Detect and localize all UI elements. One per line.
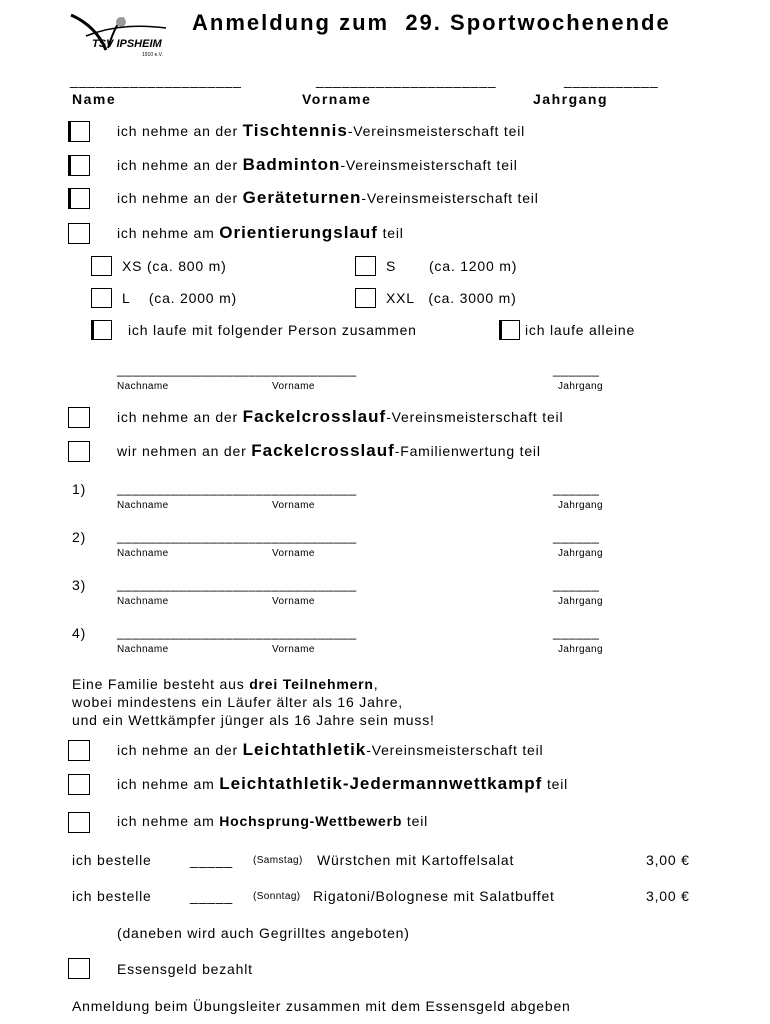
checkbox-essensgeld[interactable] [68, 958, 90, 979]
family-member-vorname-label: Vorname [272, 500, 315, 511]
family-member-number: 3) [72, 577, 87, 593]
family-note-line3: und ein Wettkämpfer jünger als 16 Jahre sein muss! [72, 712, 435, 728]
fackel-family-pre: wir nehmen an der [117, 443, 252, 459]
partner-vorname-label: Vorname [272, 381, 315, 392]
option-tischtennis-post: -Vereinsmeisterschaft teil [347, 123, 526, 139]
essensgeld-label: Essensgeld bezahlt [117, 961, 253, 977]
checkbox-ol-xxl[interactable] [355, 288, 376, 308]
food-order-label: ich bestelle [72, 852, 152, 868]
option-orientierungslauf-pre: ich nehme am [117, 225, 220, 241]
logo-club-name: TSV IPSHEIM [92, 38, 162, 50]
family-member-year-line[interactable]: ______ [553, 529, 600, 544]
partner-jahrgang-label: Jahrgang [558, 381, 603, 392]
food-order-dish: Würstchen mit Kartoffelsalat [317, 852, 515, 868]
leicht-vm-post: -Vereinsmeisterschaft teil [366, 742, 544, 758]
option-tischtennis [117, 121, 525, 141]
jahrgang-label: Jahrgang [533, 91, 609, 107]
family-note-post: , [373, 676, 379, 692]
ol-class-xxl: XXL (ca. 3000 m) [386, 290, 517, 306]
jahrgang-line[interactable]: ___________ [564, 72, 659, 88]
option-tischtennis-pre: ich nehme an der [117, 123, 243, 139]
option-tischtennis-key: Tischtennis [242, 121, 348, 140]
family-member-year-line[interactable]: ______ [553, 481, 600, 496]
name-label: Name [72, 91, 117, 107]
family-member-number: 4) [72, 625, 87, 641]
hochsprung-key: Hochsprung-Wettbewerb [219, 813, 403, 829]
jedermann-post: teil [542, 776, 569, 792]
family-member-number: 2) [72, 529, 87, 545]
option-leichtathletik [117, 740, 543, 760]
ol-alone-label: ich laufe alleine [525, 322, 636, 338]
food-order-day: (Samstag) [253, 855, 303, 866]
option-hochsprung [117, 813, 428, 829]
family-note-line1 [72, 676, 378, 692]
partner-name-line[interactable]: _______________________________ [117, 362, 357, 377]
hochsprung-pre: ich nehme am [117, 813, 220, 829]
family-member-jahrgang-label: Jahrgang [558, 644, 603, 655]
option-badminton [117, 155, 518, 175]
family-member-name-line[interactable]: _______________________________ [117, 481, 357, 496]
grill-note: (daneben wird auch Gegrilltes angeboten) [117, 925, 410, 941]
checkbox-ol-s[interactable] [355, 256, 376, 276]
fackel-single-post: -Vereinsmeisterschaft teil [386, 409, 564, 425]
ol-class-l: L (ca. 2000 m) [122, 290, 238, 306]
family-member-jahrgang-label: Jahrgang [558, 596, 603, 607]
checkbox-leichtathletik[interactable] [68, 740, 90, 761]
option-orientierungslauf [117, 223, 404, 243]
family-member-nachname-label: Nachname [117, 644, 169, 655]
food-order-label: ich bestelle [72, 888, 152, 904]
fackel-single-key: Fackelcrosslauf [242, 407, 387, 426]
family-member-vorname-label: Vorname [272, 548, 315, 559]
fackel-single-pre: ich nehme an der [117, 409, 243, 425]
vorname-line[interactable]: _____________________ [316, 72, 497, 88]
checkbox-jedermann[interactable] [68, 774, 90, 795]
partner-year-line[interactable]: ______ [553, 362, 600, 377]
option-badminton-pre: ich nehme an der [117, 157, 243, 173]
family-member-jahrgang-label: Jahrgang [558, 500, 603, 511]
food-order-dish: Rigatoni/Bolognese mit Salatbuffet [313, 888, 555, 904]
checkbox-geraeteturnen[interactable] [68, 188, 90, 209]
checkbox-ol-alone[interactable] [499, 320, 520, 340]
fackel-family-post: -Familienwertung teil [394, 443, 541, 459]
checkbox-orientierungslauf[interactable] [68, 223, 90, 244]
option-fackel-single [117, 407, 563, 427]
family-member-number: 1) [72, 481, 87, 497]
ol-together-label: ich laufe mit folgender Person zusammen [128, 322, 417, 338]
option-geraeteturnen-post: -Vereinsmeisterschaft teil [361, 190, 539, 206]
fackel-family-key: Fackelcrosslauf [251, 441, 395, 460]
family-note-line2: wobei mindestens ein Läufer älter als 16 Jahre, [72, 694, 403, 710]
option-jedermann [117, 774, 568, 794]
family-member-year-line[interactable]: ______ [553, 577, 600, 592]
checkbox-tischtennis[interactable] [68, 121, 90, 142]
ol-class-xs: XS (ca. 800 m) [122, 258, 227, 274]
family-member-nachname-label: Nachname [117, 548, 169, 559]
family-member-nachname-label: Nachname [117, 596, 169, 607]
leicht-vm-pre: ich nehme an der [117, 742, 243, 758]
leicht-vm-key: Leichtathletik [242, 740, 367, 759]
family-note-bold: drei Teilnehmern [249, 676, 374, 692]
family-member-nachname-label: Nachname [117, 500, 169, 511]
checkbox-ol-xs[interactable] [91, 256, 112, 276]
checkbox-fackel-family[interactable] [68, 441, 90, 462]
food-order-quantity[interactable]: _____ [190, 888, 233, 904]
option-orientierungslauf-post: teil [377, 225, 404, 241]
option-geraeteturnen [117, 188, 539, 208]
checkbox-badminton[interactable] [68, 155, 90, 176]
food-order-price: 3,00 € [646, 852, 690, 868]
page-title: Anmeldung zum 29. Sportwochenende [192, 10, 671, 35]
ol-class-s: S (ca. 1200 m) [386, 258, 518, 274]
option-orientierungslauf-key: Orientierungslauf [219, 223, 378, 242]
checkbox-fackel-single[interactable] [68, 407, 90, 428]
vorname-label: Vorname [302, 91, 372, 107]
family-member-vorname-label: Vorname [272, 596, 315, 607]
family-member-year-line[interactable]: ______ [553, 625, 600, 640]
option-badminton-post: -Vereinsmeisterschaft teil [340, 157, 518, 173]
option-geraeteturnen-pre: ich nehme an der [117, 190, 243, 206]
logo-suffix: 1910 e.V. [142, 52, 163, 58]
family-member-jahrgang-label: Jahrgang [558, 548, 603, 559]
option-badminton-key: Badminton [242, 155, 341, 174]
food-order-price: 3,00 € [646, 888, 690, 904]
jedermann-pre: ich nehme am [117, 776, 220, 792]
footer-note: Anmeldung beim Übungsleiter zusammen mit dem Essensgeld abgeben [72, 998, 571, 1014]
checkbox-hochsprung[interactable] [68, 812, 90, 833]
option-geraeteturnen-key: Geräteturnen [242, 188, 362, 207]
name-line[interactable]: ____________________ [70, 72, 242, 88]
family-member-name-line[interactable]: _______________________________ [117, 577, 357, 592]
family-note-pre: Eine Familie besteht aus [72, 676, 250, 692]
food-order-day: (Sonntag) [253, 891, 301, 902]
checkbox-ol-together[interactable] [91, 320, 112, 340]
hochsprung-post: teil [402, 813, 429, 829]
partner-nachname-label: Nachname [117, 381, 169, 392]
jedermann-key: Leichtathletik-Jedermannwettkampf [219, 774, 543, 793]
family-member-name-line[interactable]: _______________________________ [117, 625, 357, 640]
family-member-vorname-label: Vorname [272, 644, 315, 655]
checkbox-ol-l[interactable] [91, 288, 112, 308]
option-fackel-family [117, 441, 541, 461]
food-order-quantity[interactable]: _____ [190, 852, 233, 868]
family-member-name-line[interactable]: _______________________________ [117, 529, 357, 544]
